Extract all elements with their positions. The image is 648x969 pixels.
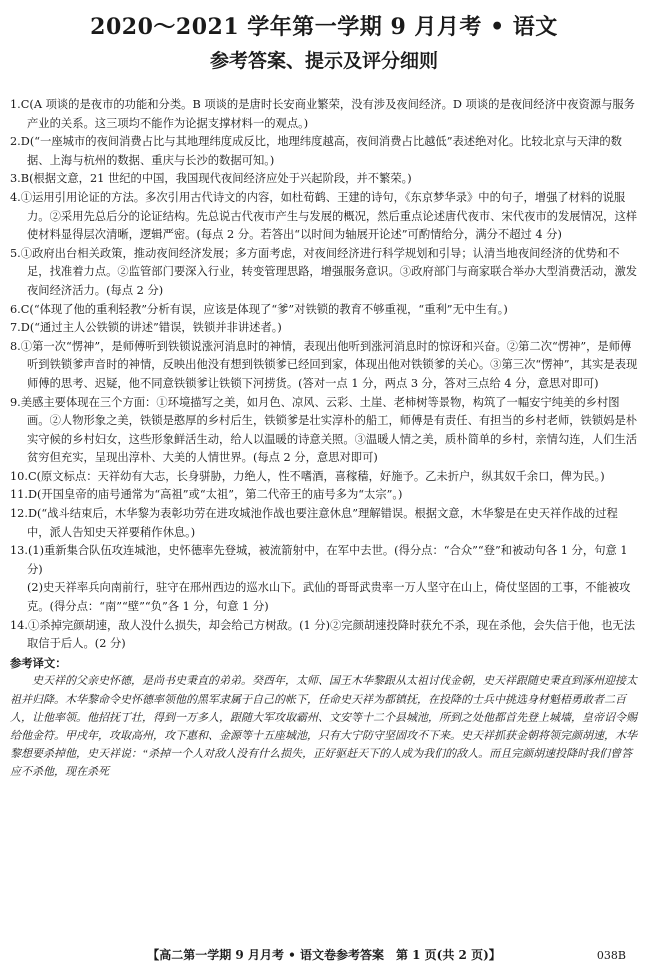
answers-section (10, 96, 638, 782)
answer-subtext: (2)史天祥率兵向南前行，驻守在邢州西边的巡水山下。武仙的哥哥武贵率一万人坚守在山上，倚仗坚固的工事，不能被攻克。(得分点：“南”“壁”“负”各 1 分，句意 1 分) (27, 581, 631, 614)
answer-item (10, 96, 638, 133)
answer-number: 8. (10, 339, 21, 353)
answer-number: 11. (10, 488, 28, 502)
answer-number: 5. (10, 246, 21, 260)
answer-text: B(根据文意，21 世纪的中国，我国现代夜间经济应处于兴起阶段，并不繁荣。) (20, 172, 412, 186)
answer-text: C(A 项谈的是夜市的功能和分类。B 项谈的是唐时长安商业繁荣，没有涉及夜间经济。D 项谈的是夜间经济中夜资源与服务产业的关系。这三项均不能作为论据支撑材料一的观点。) (20, 98, 635, 130)
document-code: 038B (596, 949, 626, 962)
answer-text: (1)重新集合队伍攻连城池，史怀德率先登城，被流箭射中，在军中去世。(得分点：“合众”“登”和被动句各 1 分，句意 1 分) (27, 544, 628, 576)
answer-number: 2. (10, 135, 21, 149)
answer-text: 美感主要体现在三个方面：①环境描写之美，如月色、凉风、云彩、土崖、老柿树等景物，构筑了一幅安宁纯美的乡村图画。②人物形象之美，铁锁是憨厚的乡村后生，铁锁爹是壮实淳朴的船工，师傅是有责任、有担当的乡村老师，铁锁妈是朴实守候的乡村妇女，这些形象鲜活生动，给人以温暖的诗意关照。③温暖人情之美，质朴简单的乡村，亲情勾连，人们生活贫穷但充实，呈现出淳朴、大美的人情世界。(每点 2 分，意思对即可) (20, 395, 638, 465)
answer-text: ①杀掉完颜胡速，敌人没什么损失，却会给己方树敌。(1 分)②完颜胡速投降时获允不杀，现在杀他，会失信于他，也无法取信于后人。(2 分) (27, 618, 636, 651)
answer-item (10, 542, 638, 616)
answer-text: ①政府出台相关政策，推动夜间经济发展；多方面考虑，对夜间经济进行科学规划和引导；认清当地夜间经济的优势和不足，找准着力点。②监管部门要深入行业，转变管理思路，增强服务意识。③政府部门与商家联合举办大型消费活动，激发夜间经济活力。(每点 2 分) (20, 246, 638, 297)
reference-heading: 参考译文： (10, 655, 67, 670)
page-subtitle: 参考答案、提示及评分细则 (209, 50, 438, 72)
reference-translation: 史天祥的父亲史怀德，是尚书史秉直的弟弟。癸酉年，太师、国王木华黎跟从太祖讨伐金朝，史天祥跟随史秉直到涿州迎接太祖并归降。木华黎命令史怀德率领他的黑军隶属于自己的帐下，任命史天祥为都镇抚，在投降的士兵中挑选身材魁梧勇敢者二百人，让他率领。他招抚丁壮，得到一万多人，跟随大军攻取霸州、文安等十二个县城池，所到之处他都首先登上城墙，皇帝诏令赐给他金符。甲戌年，攻取高州，攻下惠和、金源等十五座城池，只有大宁防守坚固攻不下来。史天祥抓获金朝将领完颜胡速，木华黎想要杀掉他，史天祥说：“杀掉一个人对敌人没有什么损失，正好驱赶天下的人成为我们的敌人。而且完颜胡速投降时我们曾答应不杀他，现在杀死 (10, 675, 637, 779)
answer-item (10, 245, 638, 301)
answer-item (10, 189, 638, 245)
answer-text: ①第一次“愣神”，是师傅听到铁锁说涨河消息时的神情，表现出他听到涨河消息时的惊讶和兴奋。②第二次“愣神”，是师傅听到铁锁爹声音时的神情，反映出他没有想到铁锁爹已经回到家，体现出他对铁锁爹的关心。③第三次“愣神”，其实是表现师傅的思考、迟疑，他不同意铁锁爹让铁锁下河捞货。(答对一点 1 分，两点 3 分，答对三点给 4 分，意思对即可) (20, 339, 638, 390)
answer-item (10, 170, 638, 189)
answer-item (10, 486, 638, 505)
answer-item (10, 319, 638, 338)
answer-number: 7. (10, 321, 21, 335)
answer-item (10, 133, 638, 170)
answer-number: 13. (10, 544, 28, 558)
answer-item (10, 468, 638, 487)
answer-item (10, 338, 638, 394)
answer-list (10, 96, 638, 654)
answer-text: C(原文标点：天祥幼有大志，长身骈胁，力绝人，性不嗜酒，喜稼穑，好施予。乙未折户，纵其奴千余口，俾为民。) (27, 469, 605, 483)
answer-number: 3. (10, 172, 21, 186)
page-title: 2020～2021 学年第一学期 9 月月考 • 语文 (90, 14, 558, 40)
answer-item (10, 505, 638, 542)
answer-text: D(“战斗结束后，木华黎为表彰功劳在进攻城池作战也要注意休息”理解错误。根据文意，木华黎是在史天祥作战的过程中，派人告知史天祥要稍作休息。) (27, 507, 618, 539)
answer-text: D(开国皇帝的庙号通常为“高祖”或“太祖”，第二代帝王的庙号多为“太宗”。) (27, 488, 403, 502)
answer-item (10, 617, 638, 654)
answer-text: C(“体现了他的重利轻教”分析有误，应该是体现了“爹”对铁锁的教育不够重视，“重利”无中生有。) (20, 302, 508, 316)
answer-text: D(“一座城市的夜间消费占比与其地理纬度成反比，地理纬度越高，夜间消费占比越低”表述绝对化。比较北京与天津的数据、上海与杭州的数据、重庆与长沙的数据可知。) (20, 135, 622, 167)
answer-number: 6. (10, 302, 21, 316)
answer-number: 10. (10, 469, 28, 483)
answer-number: 14. (10, 618, 28, 632)
answer-item (10, 394, 638, 468)
answer-text: ①运用引用论证的方法。多次引用古代诗文的内容，如杜荀鹤、王建的诗句，《东京梦华录》中的句子，增强了材料的说服力。②采用先总后分的论证结构。先总说古代夜市产生与发展的概况，然后重点论述唐代夜市、宋代夜市的发展情况，这样使材料显得层次清晰，逻辑严密。(每点 2 分。若答出“以时间为轴展开论述”可酌情给分，满分不超过 4 分) (20, 190, 638, 242)
answer-item (10, 301, 638, 320)
answer-number: 4. (10, 190, 21, 204)
answer-number: 12. (10, 507, 28, 521)
page-footer: 【高二第一学期 9 月月考 • 语文卷参考答案 第 1 页(共 2 页)】 (147, 948, 501, 962)
answer-number: 1. (10, 98, 21, 111)
answer-number: 9. (10, 395, 21, 409)
answer-text: D(“通过主人公铁锁的讲述”错误，铁锁并非讲述者。) (20, 321, 282, 335)
